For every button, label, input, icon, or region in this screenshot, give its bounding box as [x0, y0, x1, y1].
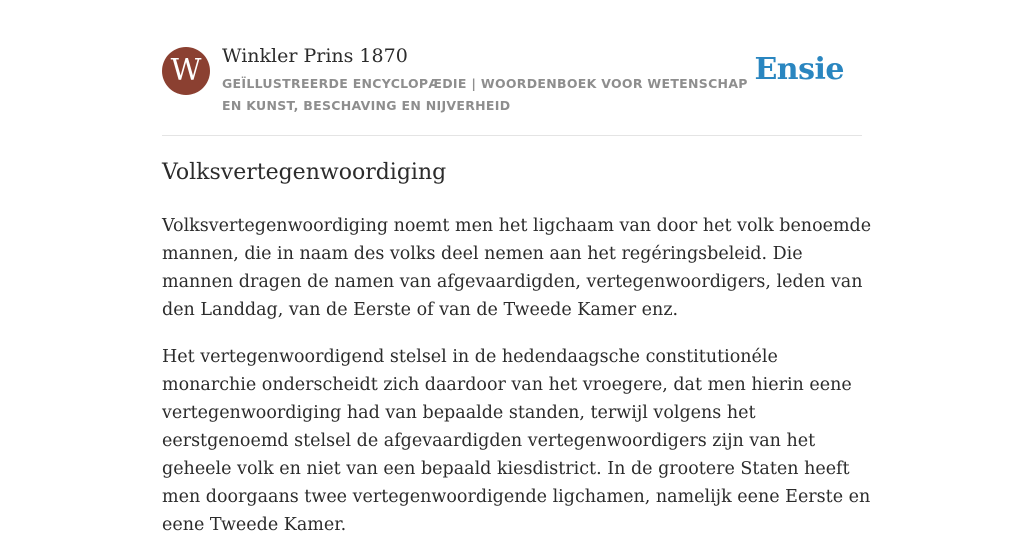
article-paragraph-2: Het vertegenwoordigend stelsel in de hedendaagsche constitutionéle monarchie onderscheidt zich daardoor van het vroegere, dat men hierin eene vertegenwoordiging had van bepaalde standen, terwijl volgens het eerstgenoemd stelsel de afgevaardigden vertegenwoordigers zijn van het geheele volk en niet van een bepaald kiesdistrict. In de grootere Staten heeft men doorgaans twee vertegenwoordigende ligchamen, namelijk eene Eerste en eene Tweede Kamer. [162, 347, 871, 535]
ensie-logo[interactable]: Ensie [754, 52, 844, 87]
article-title: Volksvertegenwoordiging [162, 160, 447, 185]
page [162, 0, 872, 535]
article-paragraph-1: Volksvertegenwoordiging noemt men het ligchaam van door het volk benoemde mannen, die in naam des volks deel nemen aan het regéringsbeleid. Die mannen dragen de namen van afgevaardigden, vertegenwoordigers, leden van den Landdag, van de Eerste of van de Tweede Kamer enz. [162, 216, 872, 320]
source-title[interactable]: Winkler Prins 1870 [222, 45, 408, 67]
source-subtitle: GEÏLLUSTREERDE ENCYCLOPÆDIE | WOORDENBOEK VOOR WETENSCHAP EN KUNST, BESCHAVING EN NIJVERHEID [222, 76, 748, 113]
source-avatar[interactable]: W [162, 47, 210, 95]
article-body [162, 212, 872, 558]
source-header [162, 0, 862, 136]
